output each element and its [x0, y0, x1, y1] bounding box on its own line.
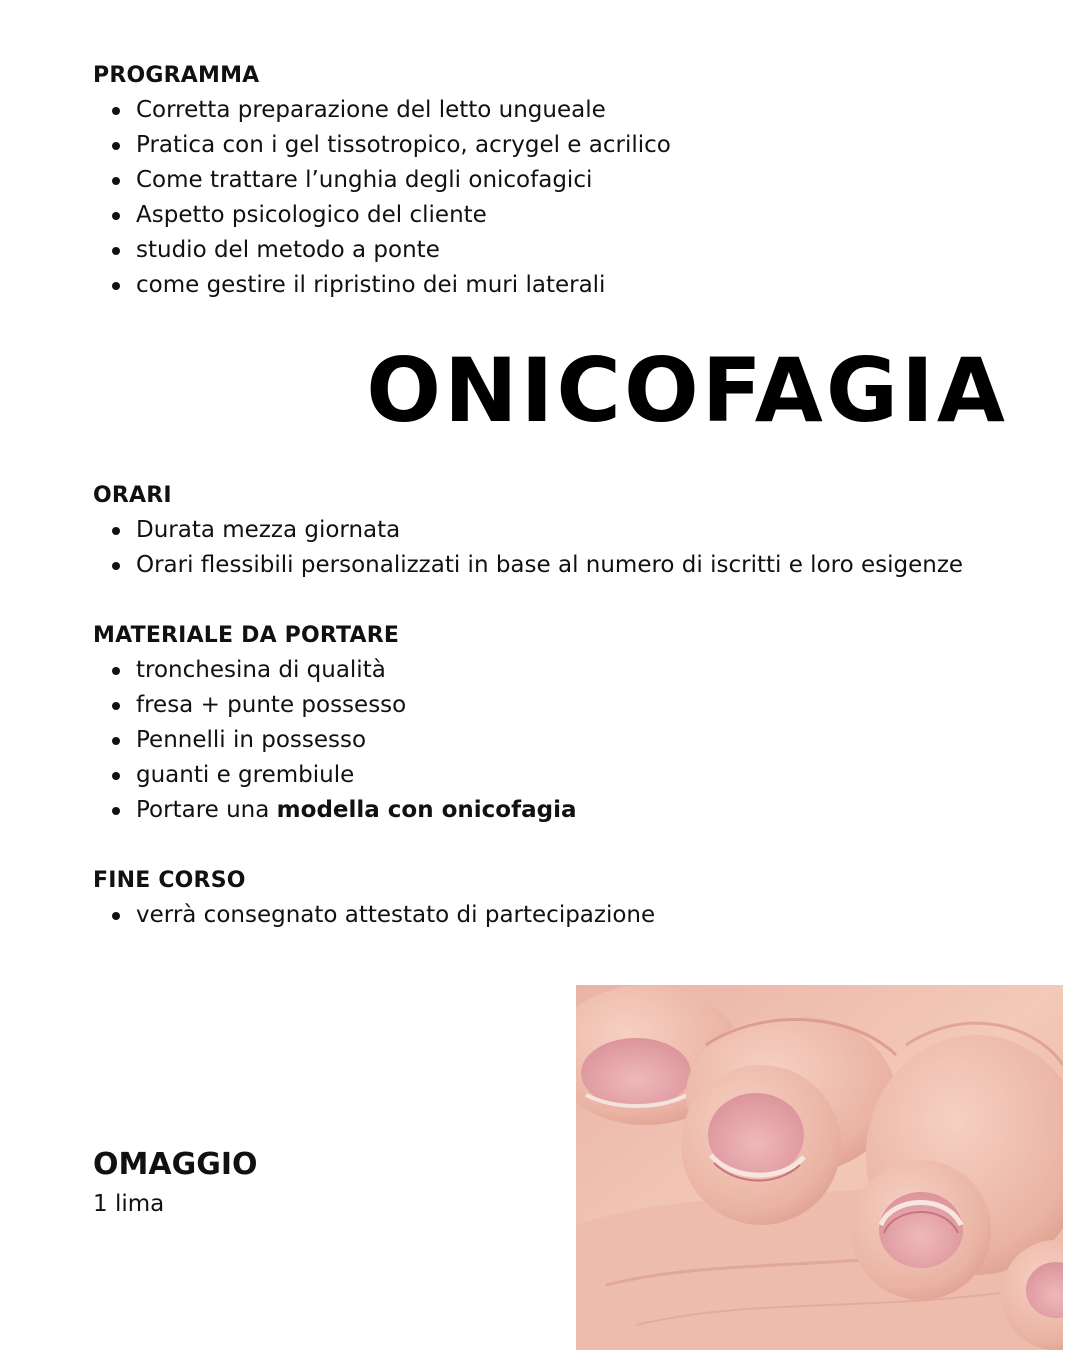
list-item-bold: modella con onicofagia — [276, 797, 577, 823]
materiale-list — [93, 653, 577, 828]
list-item: verrà consegnato attestato di partecipazione — [93, 898, 655, 933]
list-item: tronchesina di qualità — [93, 653, 577, 688]
list-item: come gestire il ripristino dei muri laterali — [93, 268, 671, 303]
programma-heading: PROGRAMMA — [93, 63, 260, 88]
list-item: studio del metodo a ponte — [93, 233, 671, 268]
page-title: ONICOFAGIA — [366, 339, 1008, 442]
list-item: fresa + punte possesso — [93, 688, 577, 723]
list-item: Durata mezza giornata — [93, 513, 963, 548]
list-item: Pratica con i gel tissotropico, acrygel e acrilico — [93, 128, 671, 163]
bitten-nails-photo — [576, 985, 1063, 1350]
list-item: Corretta preparazione del letto ungueale — [93, 93, 671, 128]
orari-heading: ORARI — [93, 483, 172, 508]
list-item: guanti e grembiule — [93, 758, 577, 793]
programma-list — [93, 93, 671, 303]
fine-corso-list — [93, 898, 655, 933]
orari-list — [93, 513, 963, 583]
omaggio-text: 1 lima — [93, 1191, 165, 1217]
list-item: Pennelli in possesso — [93, 723, 577, 758]
list-item: Come trattare l’unghia degli onicofagici — [93, 163, 671, 198]
list-item: Orari flessibili personalizzati in base al numero di iscritti e loro esigenze — [93, 548, 963, 583]
fine-corso-heading: FINE CORSO — [93, 868, 246, 893]
list-item-modella — [93, 793, 577, 828]
list-item-prefix: Portare una — [136, 797, 277, 823]
materiale-heading: MATERIALE DA PORTARE — [93, 623, 400, 648]
omaggio-heading: OMAGGIO — [93, 1147, 258, 1182]
list-item: Aspetto psicologico del cliente — [93, 198, 671, 233]
